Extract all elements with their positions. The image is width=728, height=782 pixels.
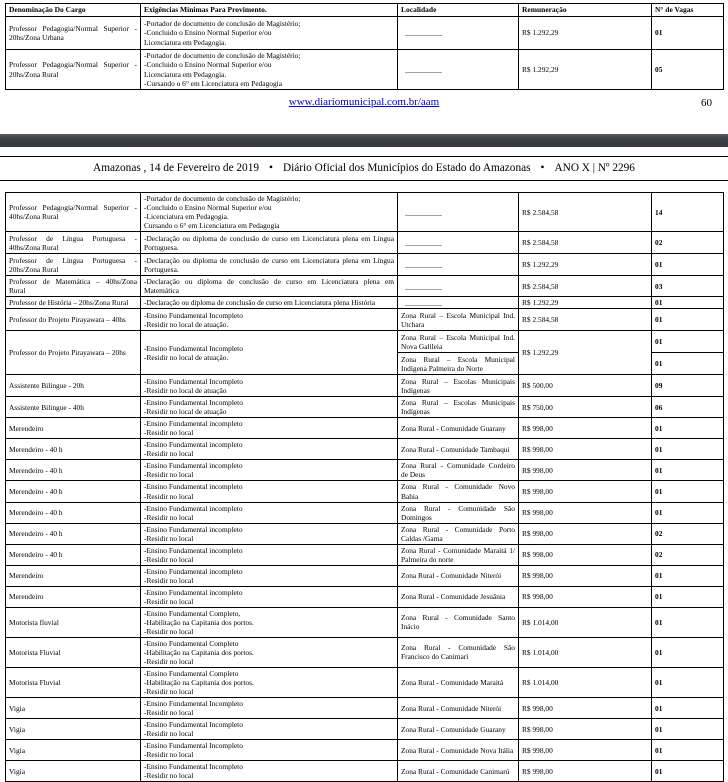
salary-cell: R$ 998,00 — [519, 481, 652, 502]
salary-cell: R$ 500,00 — [519, 375, 652, 397]
cargo-cell: Vigia — [6, 698, 141, 719]
vacancies-cell: 01 — [652, 481, 724, 502]
locality-cell: Zona Rural - Comunidade Santo Inácio — [398, 607, 519, 637]
table-row — [6, 544, 724, 565]
masthead-title: Diário Oficial dos Municípios do Estado do Amazonas — [282, 162, 531, 174]
cargo-cell: Merendeiro - 40 h — [6, 523, 141, 544]
table-row — [6, 502, 724, 523]
locality-blank: __________ — [398, 17, 519, 50]
vacancies-cell: 02 — [652, 523, 724, 544]
table-row — [6, 460, 724, 481]
requirements-cell: -Declaração ou diploma de conclusão de curso em Licenciatura plena em Matemática — [141, 276, 398, 297]
table-row — [6, 193, 724, 232]
cargo-cell: Merendeiro - 40 h — [6, 460, 141, 481]
requirements-cell: -Ensino Fundamental Incompleto -Residir no local — [141, 761, 398, 782]
locality-blank: __________ — [398, 232, 519, 254]
cargo-cell: Vigia — [6, 719, 141, 740]
cargo-cell: Merendeiro - 40 h — [6, 481, 141, 502]
requirements-cell: -Ensino Fundamental incompleto -Residir no local — [141, 481, 398, 502]
locality-cell: Zona Rural - Comunidade Canimarú — [398, 761, 519, 782]
vacancies-cell: 01 — [652, 502, 724, 523]
locality-cell: Zona Rural - Comunidade Maraitá 1/ Palmeira do norte — [398, 544, 519, 565]
requirements-cell: -Declaração ou diploma de conclusão de curso em Licenciatura plena em Língua Portuguesa. — [141, 232, 398, 254]
salary-cell: R$ 998,00 — [519, 418, 652, 439]
cargo-cell: Assistente Bilingue - 20h — [6, 375, 141, 397]
cargo-cell: Professor Pedagogia/Normal Superior - 40hs/Zona Rural — [6, 193, 141, 232]
table-row — [6, 418, 724, 439]
job-vacancies-table — [5, 192, 724, 782]
salary-cell: R$ 998,00 — [519, 761, 652, 782]
bullet-separator: • — [269, 162, 273, 174]
vacancies-cell: 01 — [652, 719, 724, 740]
salary-cell: R$ 1.014,00 — [519, 637, 652, 667]
cargo-cell: Merendeiro - 40 h — [6, 544, 141, 565]
vacancies-cell: 02 — [652, 544, 724, 565]
locality-cell: Zona Rural - Comunidade Nova Itália — [398, 740, 519, 761]
table-row — [6, 586, 724, 607]
locality-cell: Zona Rural - Comunidade Jesuânia — [398, 586, 519, 607]
table-row — [6, 719, 724, 740]
column-header-vagas: N° de Vagas — [652, 4, 724, 17]
requirements-cell: -Ensino Fundamental Completo -Habilitação na Capitania dos portos. -Residir no local — [141, 668, 398, 698]
table-row — [6, 331, 724, 353]
vacancies-cell: 01 — [652, 17, 724, 50]
cargo-cell: Merendeiro - 40 h — [6, 502, 141, 523]
vacancies-cell: 14 — [652, 193, 724, 232]
requirements-cell: -Ensino Fundamental incompleto -Residir no local — [141, 544, 398, 565]
salary-cell: R$ 1.292,29 — [519, 331, 652, 375]
locality-cell: Zona Rural - Comunidade São Francisco do Canimarí — [398, 637, 519, 667]
salary-cell: R$ 750,00 — [519, 397, 652, 418]
salary-cell: R$ 2.584,58 — [519, 309, 652, 331]
salary-cell: R$ 1.292,29 — [519, 17, 652, 50]
requirements-cell: -Ensino Fundamental Incompleto -Residir no local — [141, 740, 398, 761]
requirements-cell: -Ensino Fundamental incompleto -Residir no local — [141, 439, 398, 460]
masthead — [0, 156, 728, 181]
vacancies-cell: 01 — [652, 740, 724, 761]
vacancies-cell: 01 — [652, 637, 724, 667]
requirements-cell: -Ensino Fundamental incompleto -Residir no local — [141, 418, 398, 439]
cargo-cell: Merendeiro - 40 h — [6, 439, 141, 460]
table-row — [6, 523, 724, 544]
locality-blank: __________ — [398, 297, 519, 309]
cargo-cell: Professor de Língua Portuguesa - 20hs/Zona Rural — [6, 254, 141, 276]
vacancies-cell: 01 — [652, 254, 724, 276]
requirements-cell: -Declaração ou diploma de conclusão de curso em Licenciatura plena História — [141, 297, 398, 309]
vacancies-cell: 01 — [652, 309, 724, 331]
column-header-remuneracao: Remuneração — [519, 4, 652, 17]
requirements-cell: -Ensino Fundamental Incompleto -Residir no local — [141, 698, 398, 719]
vacancies-cell: 01 — [652, 761, 724, 782]
salary-cell: R$ 2.584,58 — [519, 276, 652, 297]
cargo-cell: Assistente Bilingue - 40h — [6, 397, 141, 418]
vacancies-cell: 01 — [652, 439, 724, 460]
vacancies-cell: 03 — [652, 276, 724, 297]
cargo-cell: Merendeiro — [6, 586, 141, 607]
salary-cell: R$ 1.292,29 — [519, 297, 652, 309]
vacancies-cell: 01 — [652, 353, 724, 375]
cargo-cell: Vigia — [6, 740, 141, 761]
vacancies-cell: 05 — [652, 50, 724, 90]
locality-cell: Zona Rural - Comunidade Tambaqui — [398, 439, 519, 460]
column-header-cargo: Denominação Do Cargo — [6, 4, 141, 17]
salary-cell: R$ 2.584,58 — [519, 193, 652, 232]
salary-cell: R$ 998,00 — [519, 460, 652, 481]
column-header-exigencias: Exigências Mínimas Para Provimento. — [141, 4, 398, 17]
vacancies-cell: 09 — [652, 375, 724, 397]
requirements-cell: -Ensino Fundamental incompleto -Residir no local — [141, 523, 398, 544]
table-row — [6, 50, 724, 90]
cargo-cell: Professor do Projeto Pirayawara – 40hs — [6, 309, 141, 331]
footer-link-wrap — [0, 96, 728, 108]
salary-cell: R$ 1.292,29 — [519, 50, 652, 90]
vacancies-cell: 01 — [652, 607, 724, 637]
locality-cell: Zona Rural - Comunidade Niterói — [398, 565, 519, 586]
table-row — [6, 637, 724, 667]
vacancies-cell: 01 — [652, 586, 724, 607]
cargo-cell: Merendeiro — [6, 418, 141, 439]
page-number: 60 — [701, 97, 712, 109]
requirements-cell: -Ensino Fundamental Incompleto -Residir no local — [141, 719, 398, 740]
table-row — [6, 17, 724, 50]
locality-cell: Zona Rural - Comunidade São Domingos — [398, 502, 519, 523]
table-row — [6, 668, 724, 698]
requirements-cell: -Ensino Fundamental Incompleto -Residir no local de atuação — [141, 397, 398, 418]
locality-blank: __________ — [398, 254, 519, 276]
locality-cell: Zona Rural - Comunidade Porto Caldas /Gama — [398, 523, 519, 544]
table-row — [6, 375, 724, 397]
locality-blank: __________ — [398, 276, 519, 297]
vacancies-cell: 01 — [652, 565, 724, 586]
requirements-cell: -Ensino Fundamental Incompleto -Residir no local de atuação. — [141, 309, 398, 331]
locality-cell: Zona Rural - Comunidade Niterói — [398, 698, 519, 719]
salary-cell: R$ 1.014,00 — [519, 668, 652, 698]
vacancies-cell: 01 — [652, 418, 724, 439]
salary-cell: R$ 998,00 — [519, 565, 652, 586]
table-row — [6, 232, 724, 254]
salary-cell: R$ 998,00 — [519, 439, 652, 460]
requirements-cell: -Ensino Fundamental Incompleto -Residir no local de atuação. — [141, 331, 398, 375]
cargo-cell: Professor de Língua Portuguesa - 40hs/Zona Rural — [6, 232, 141, 254]
requirements-cell: -Ensino Fundamental incompleto -Residir no local — [141, 502, 398, 523]
table-header-row — [6, 4, 724, 17]
cargo-cell: Professor de Matemática – 40hs/Zona Rural — [6, 276, 141, 297]
locality-cell: Zona Rural – Escolas Municipais Indígenas — [398, 397, 519, 418]
locality-cell: Zona Rural - Comunidade Guarany — [398, 418, 519, 439]
table-row — [6, 565, 724, 586]
requirements-cell: -Ensino Fundamental incompleto -Residir no local — [141, 460, 398, 481]
table-row — [6, 698, 724, 719]
locality-cell: Zona Rural - Comunidade Cordeiro de Deus — [398, 460, 519, 481]
masthead-edition: ANO X | Nº 2296 — [554, 162, 635, 174]
table-row — [6, 309, 724, 331]
locality-cell: Zona Rural – Escola Municipal Indígena Palmeira do Norte — [398, 353, 519, 375]
cargo-cell: Merendeiro — [6, 565, 141, 586]
table-row — [6, 254, 724, 276]
vacancies-cell: 06 — [652, 397, 724, 418]
vacancies-cell: 01 — [652, 331, 724, 353]
locality-cell: Zona Rural – Escola Municipal Ind. Utchara — [398, 309, 519, 331]
cargo-cell: Motorista Fluvial — [6, 668, 141, 698]
bullet-separator: • — [540, 162, 545, 174]
requirements-cell: -Portador de documento de conclusão de Magistério; -Concluido o Ensino Normal Superior e/ou Licenciatura em Pedagogia. -Cursando o 6° em Licenciatura em Pedagogia — [141, 50, 398, 90]
salary-cell: R$ 1.014,00 — [519, 607, 652, 637]
salary-cell: R$ 998,00 — [519, 523, 652, 544]
table-row — [6, 740, 724, 761]
requirements-cell: -Ensino Fundamental incompleto -Residir no local — [141, 565, 398, 586]
vacancies-cell: 01 — [652, 297, 724, 309]
vacancies-cell: 02 — [652, 232, 724, 254]
locality-blank: __________ — [398, 50, 519, 90]
table-row — [6, 761, 724, 782]
page-separator-bar — [0, 134, 728, 147]
cargo-cell: Professor Pedagogia/Normal Superior - 20hs/Zona Rural — [6, 50, 141, 90]
masthead-date: Amazonas , 14 de Fevereiro de 2019 — [93, 162, 259, 174]
cargo-cell: Motorista fluvial — [6, 607, 141, 637]
requirements-cell: -Ensino Fundamental Completo, -Habilitação na Capitania dos portos. -Residir no local — [141, 607, 398, 637]
requirements-cell: -Portador de documento de conclusão de Magistério; -Concluido o Ensino Normal Superior e/ou -Licenciatura em Pedagogia. Cursando o 6° em Licenciatura em Pedagogia — [141, 193, 398, 232]
cargo-cell: Motorista Fluvial — [6, 637, 141, 667]
locality-cell: Zona Rural - Comunidade Maraitá — [398, 668, 519, 698]
requirements-cell: -Declaração ou diploma de conclusão de curso em Licenciatura plena em Língua Portuguesa. — [141, 254, 398, 276]
requirements-cell: -Portador de documento de conclusão de Magistério; -Concluido o Ensino Normal Superior e/ou Licenciatura em Pedagogia. — [141, 17, 398, 50]
salary-cell: R$ 998,00 — [519, 502, 652, 523]
gazette-link[interactable]: www.diariomunicipal.com.br/aam — [288, 96, 440, 108]
vacancies-cell: 01 — [652, 460, 724, 481]
previous-page-table — [5, 3, 724, 90]
salary-cell: R$ 2.584,58 — [519, 232, 652, 254]
cargo-cell: Professor de História – 20hs/Zona Rural — [6, 297, 141, 309]
cargo-cell: Professor Pedagogia/Normal Superior - 20hs/Zona Urbana — [6, 17, 141, 50]
salary-cell: R$ 998,00 — [519, 740, 652, 761]
vacancies-cell: 01 — [652, 668, 724, 698]
locality-cell: Zona Rural – Escola Municipal Ind. Nova Galileia — [398, 331, 519, 353]
cargo-cell: Vigia — [6, 761, 141, 782]
locality-blank: __________ — [398, 193, 519, 232]
salary-cell: R$ 998,00 — [519, 698, 652, 719]
requirements-cell: -Ensino Fundamental incompleto -Residir no local — [141, 586, 398, 607]
salary-cell: R$ 1.292,29 — [519, 254, 652, 276]
locality-cell: Zona Rural - Comunidade Guarany — [398, 719, 519, 740]
table-row — [6, 276, 724, 297]
table-row — [6, 481, 724, 502]
table-row — [6, 607, 724, 637]
table-row — [6, 297, 724, 309]
vacancies-cell: 01 — [652, 698, 724, 719]
locality-cell: Zona Rural - Comunidade Novo Bahia — [398, 481, 519, 502]
locality-cell: Zona Rural – Escolas Municipais Indígenas — [398, 375, 519, 397]
salary-cell: R$ 998,00 — [519, 719, 652, 740]
cargo-cell: Professor do Projeto Pirayawara – 20hs — [6, 331, 141, 375]
requirements-cell: -Ensino Fundamental Completo -Habilitação na Capitania dos portos. -Residir no local — [141, 637, 398, 667]
requirements-cell: -Ensino Fundamental Incompleto -Residir no local de atuação — [141, 375, 398, 397]
table-row — [6, 439, 724, 460]
table-row — [6, 397, 724, 418]
salary-cell: R$ 998,00 — [519, 586, 652, 607]
salary-cell: R$ 998,00 — [519, 544, 652, 565]
column-header-localidade: Localidade — [398, 4, 519, 17]
